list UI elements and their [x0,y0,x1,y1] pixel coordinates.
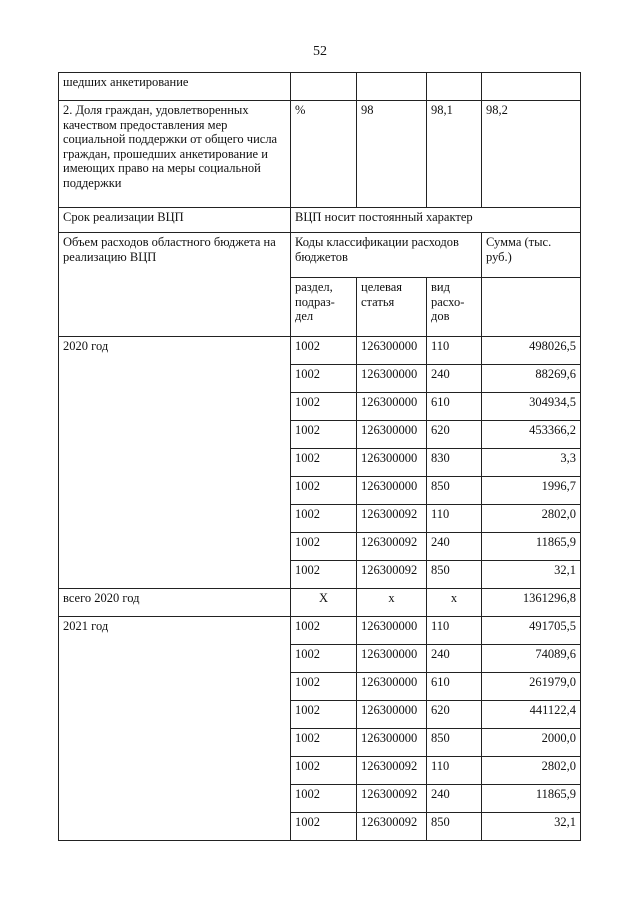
sum-value: 441122,4 [482,701,581,729]
sum-value: 74089,6 [482,645,581,673]
section-code: 1002 [291,533,357,561]
type-code: 240 [427,785,482,813]
section-code: 1002 [291,337,357,365]
indicator-value-1: 98 [357,101,427,208]
target-code: 126300092 [357,813,427,841]
type-code: 240 [427,365,482,393]
section-code: 1002 [291,673,357,701]
sum-value: 32,1 [482,561,581,589]
budget-table [58,72,581,841]
sum-value: 2802,0 [482,757,581,785]
type-code: 240 [427,645,482,673]
term-value: ВЦП носит постоянный характер [291,208,581,233]
continuation-text: шедших анкетирование [59,73,291,101]
col-target-header: целевая статья [357,278,427,337]
target-code: 126300092 [357,757,427,785]
sum-value: 3,3 [482,449,581,477]
section-code: 1002 [291,617,357,645]
section-code: 1002 [291,393,357,421]
type-code: 850 [427,729,482,757]
budget-label: Объем расходов областного бюджета на реализацию ВЦП [59,233,291,337]
sum-value: 304934,5 [482,393,581,421]
target-code: 126300000 [357,337,427,365]
total-label: всего 2020 год [59,589,291,617]
type-code: 850 [427,561,482,589]
section-code: 1002 [291,505,357,533]
section-code: 1002 [291,561,357,589]
sum-value: 2000,0 [482,729,581,757]
year-label: 2021 год [59,617,291,841]
type-code: 850 [427,477,482,505]
indicator-text: 2. Доля граждан, удовлетворенных качеством предоставления мер социальной поддержки от общего числа граждан, прошедших анкетирование и имеющих право на меры социальной поддержки [59,101,291,208]
col-section-header: раздел, подраз-дел [291,278,357,337]
type-code: 830 [427,449,482,477]
type-code: 110 [427,505,482,533]
type-code: 110 [427,337,482,365]
section-code: 1002 [291,785,357,813]
section-code: 1002 [291,449,357,477]
table-row [59,337,581,365]
total-row [59,589,581,617]
sum-value: 88269,6 [482,365,581,393]
total-type: х [427,589,482,617]
section-code: 1002 [291,757,357,785]
continuation-row [59,73,581,101]
sum-header: Сумма (тыс. руб.) [482,233,581,278]
codes-header: Коды классификации расходов бюджетов [291,233,482,278]
table-row [59,617,581,645]
type-code: 110 [427,617,482,645]
target-code: 126300000 [357,617,427,645]
target-code: 126300000 [357,393,427,421]
target-code: 126300000 [357,673,427,701]
section-code: 1002 [291,365,357,393]
target-code: 126300000 [357,449,427,477]
section-code: 1002 [291,645,357,673]
sum-value: 32,1 [482,813,581,841]
section-code: 1002 [291,813,357,841]
total-section: Х [291,589,357,617]
section-code: 1002 [291,729,357,757]
target-code: 126300092 [357,785,427,813]
indicator-unit: % [291,101,357,208]
target-code: 126300000 [357,645,427,673]
codes-header-row [59,233,581,278]
indicator-row [59,101,581,208]
sum-value: 11865,9 [482,533,581,561]
target-code: 126300000 [357,729,427,757]
sum-value: 1996,7 [482,477,581,505]
section-code: 1002 [291,477,357,505]
term-row [59,208,581,233]
target-code: 126300092 [357,533,427,561]
target-code: 126300000 [357,477,427,505]
target-code: 126300000 [357,365,427,393]
sum-value: 2802,0 [482,505,581,533]
page-number: 52 [313,44,327,59]
type-code: 610 [427,673,482,701]
section-code: 1002 [291,421,357,449]
type-code: 110 [427,757,482,785]
section-code: 1002 [291,701,357,729]
type-code: 610 [427,393,482,421]
total-target: х [357,589,427,617]
total-sum: 1361296,8 [482,589,581,617]
sum-value: 261979,0 [482,673,581,701]
term-label: Срок реализации ВЦП [59,208,291,233]
target-code: 126300092 [357,561,427,589]
type-code: 240 [427,533,482,561]
indicator-value-2: 98,1 [427,101,482,208]
type-code: 620 [427,421,482,449]
type-code: 620 [427,701,482,729]
target-code: 126300000 [357,421,427,449]
sum-value: 498026,5 [482,337,581,365]
sum-value: 453366,2 [482,421,581,449]
col-type-header: вид расхо-дов [427,278,482,337]
target-code: 126300000 [357,701,427,729]
target-code: 126300092 [357,505,427,533]
type-code: 850 [427,813,482,841]
indicator-value-3: 98,2 [482,101,581,208]
sum-value: 491705,5 [482,617,581,645]
year-label: 2020 год [59,337,291,589]
sum-value: 11865,9 [482,785,581,813]
